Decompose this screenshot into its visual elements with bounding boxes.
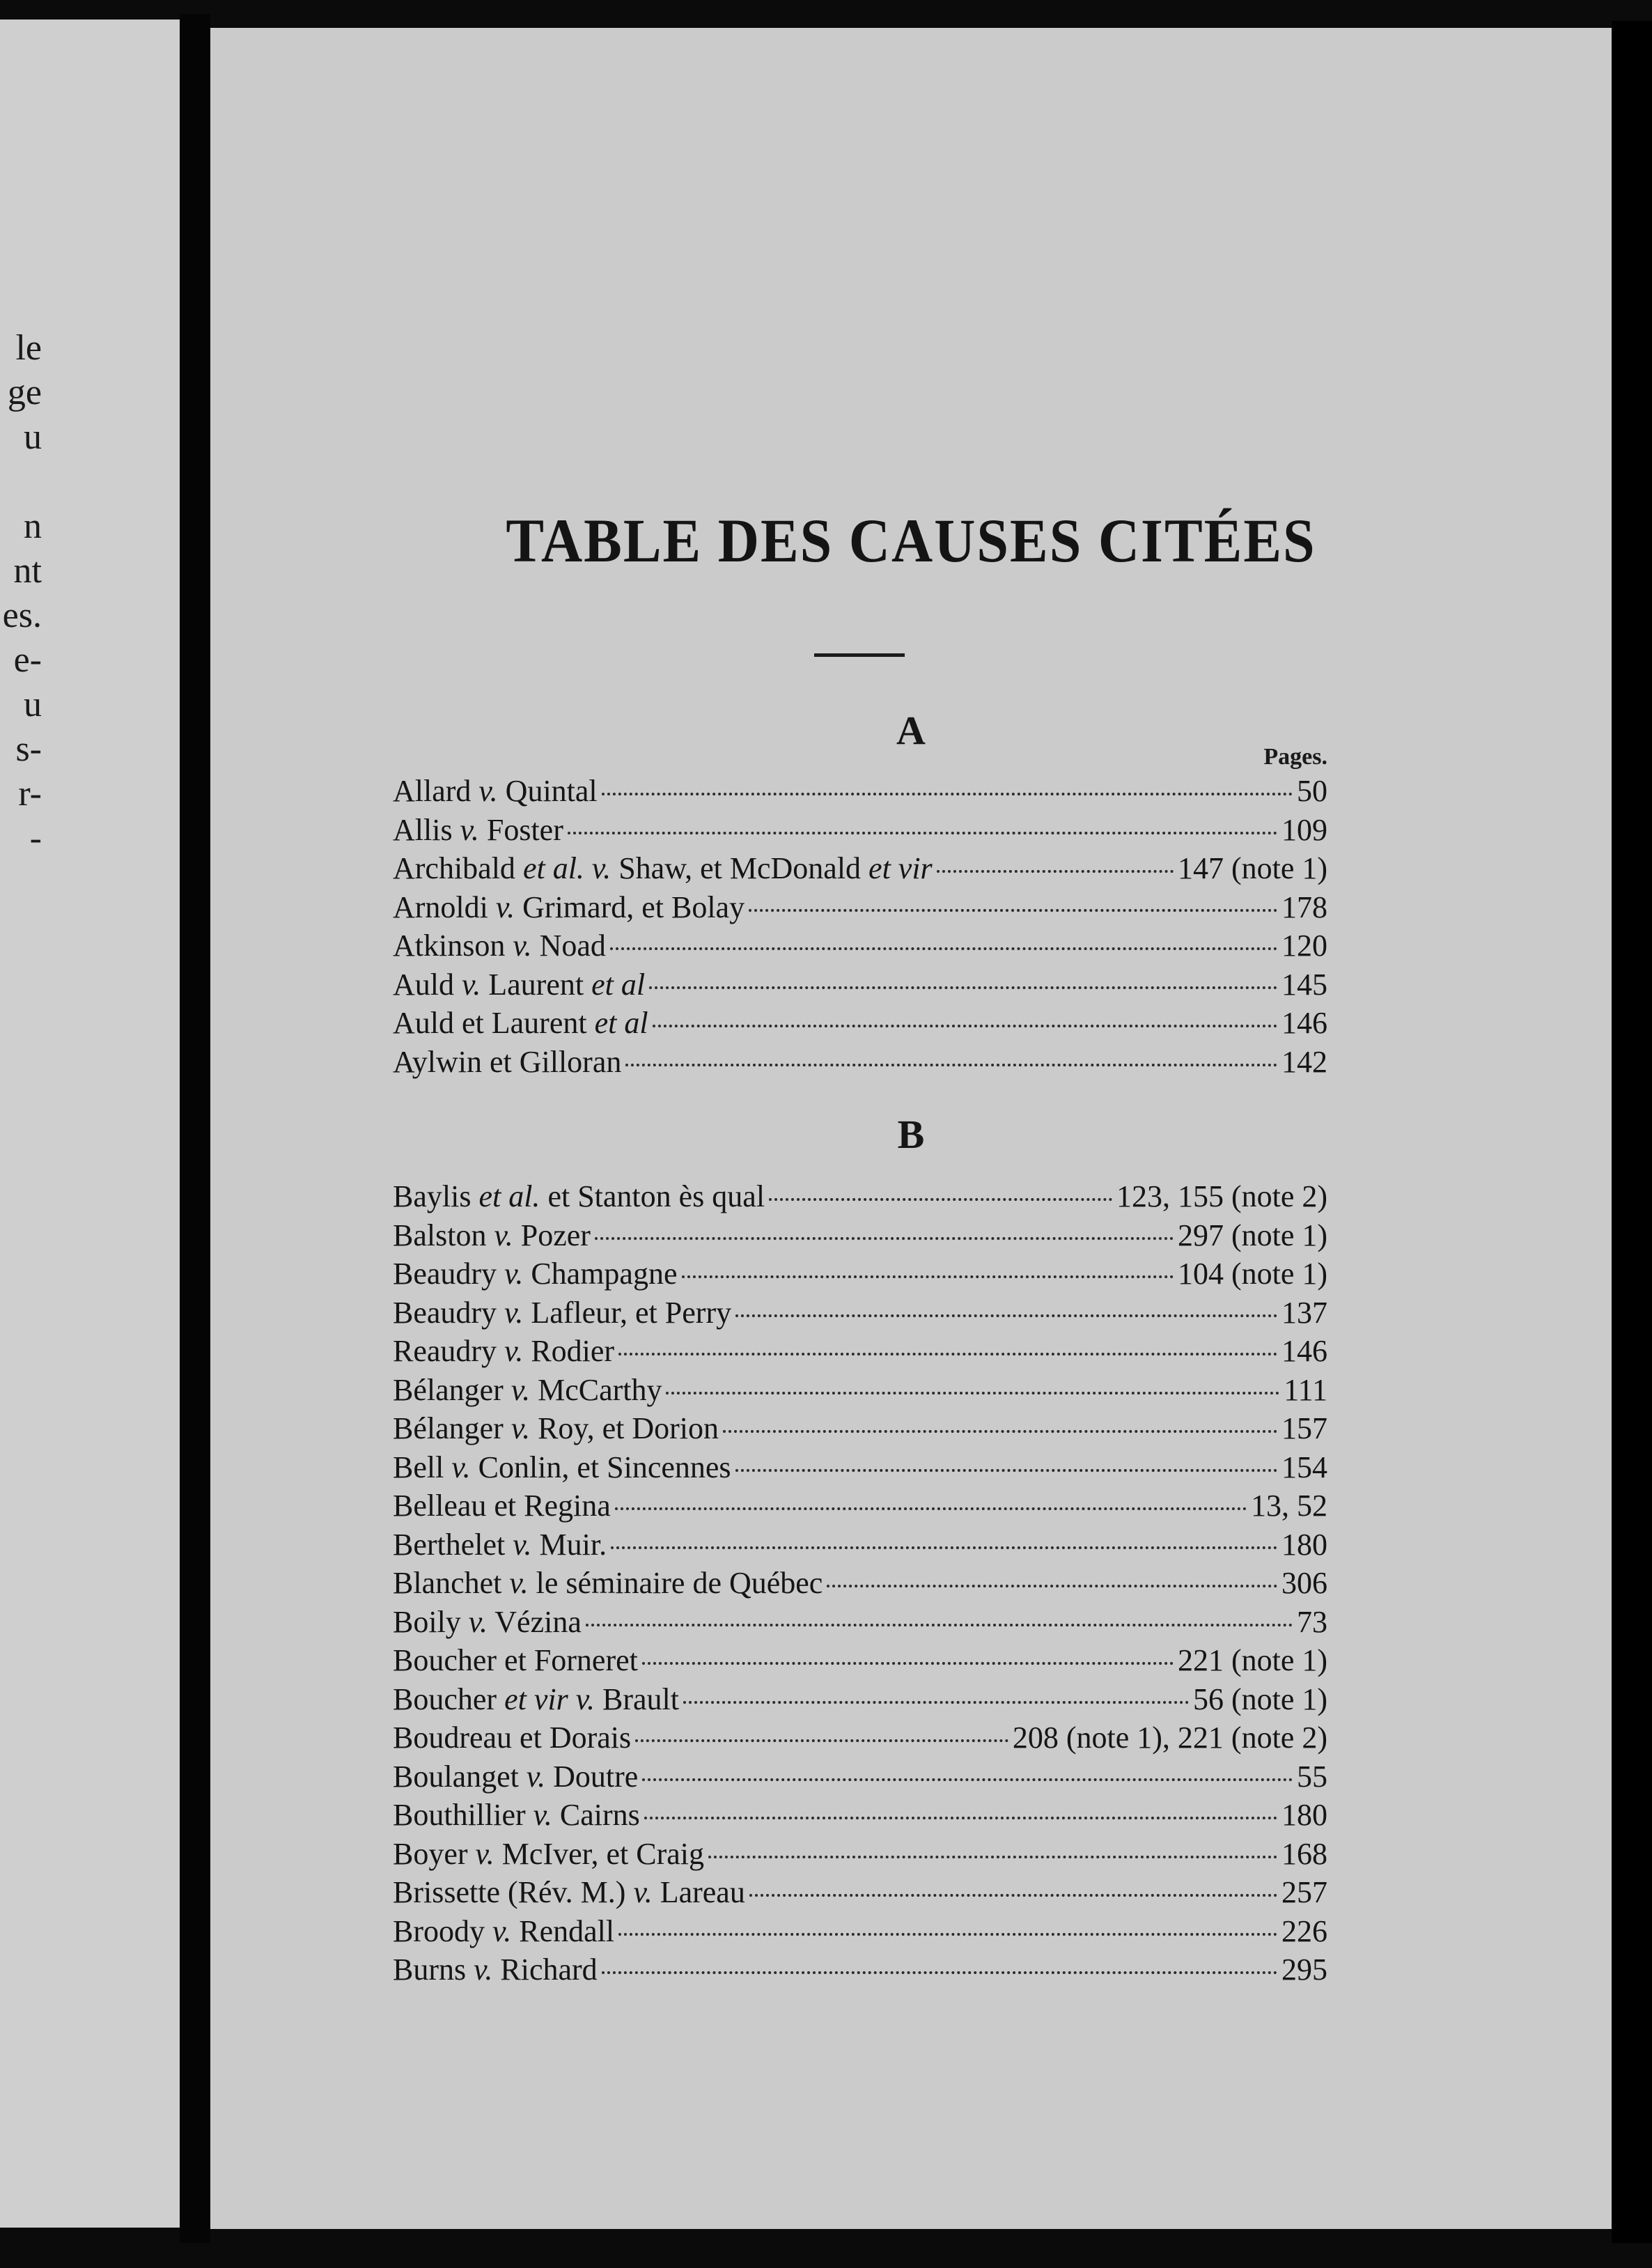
case-entry: [393, 1873, 1327, 1912]
dot-leader: [735, 1469, 1277, 1472]
case-name: Burns v. Richard: [393, 1952, 598, 1987]
page-title: TABLE DES CAUSES CITÉES: [506, 506, 1316, 575]
dot-leader: [769, 1198, 1112, 1201]
page-reference: 157: [1281, 1411, 1327, 1445]
case-entry: [393, 1216, 1327, 1255]
left-page-fragment: -: [29, 818, 42, 858]
case-entry: [393, 1564, 1327, 1603]
page-reference: 154: [1281, 1450, 1327, 1484]
pages-column-header: Pages.: [1263, 744, 1327, 770]
page-reference: 120: [1281, 929, 1327, 963]
page-reference: 137: [1281, 1295, 1327, 1330]
case-name: Broody v. Rendall: [393, 1913, 615, 1948]
dot-leader: [682, 1275, 1174, 1278]
page-reference: 109: [1281, 812, 1327, 847]
page-reference: 168: [1281, 1836, 1327, 1871]
document-page: [210, 28, 1612, 2229]
section-b-entries: [393, 1177, 1327, 1989]
case-name: Boudreau et Dorais: [393, 1721, 632, 1755]
left-page-fragment: n: [24, 506, 42, 546]
case-name: Berthelet v. Muir.: [393, 1527, 607, 1562]
case-entry: [393, 849, 1327, 888]
page-reference: 295: [1281, 1952, 1327, 1987]
left-page-strip: [0, 20, 180, 2228]
page-right-edge: [1612, 21, 1652, 2243]
case-entry: [393, 1680, 1327, 1719]
dot-leader: [586, 1624, 1293, 1626]
dot-leader: [649, 986, 1277, 989]
case-entry: [393, 1912, 1327, 1951]
case-entry: [393, 1757, 1327, 1796]
dot-leader: [618, 1353, 1277, 1356]
case-entry: [393, 1409, 1327, 1448]
page-reference: 208 (note 1), 221 (note 2): [1012, 1721, 1327, 1755]
case-entry: [393, 1835, 1327, 1874]
left-page-text-fragments: [0, 326, 42, 861]
page-reference: 145: [1281, 967, 1327, 1002]
page-reference: 146: [1281, 1006, 1327, 1040]
page-reference: 111: [1284, 1372, 1327, 1407]
dot-leader: [827, 1585, 1277, 1587]
page-reference: 297 (note 1): [1177, 1218, 1327, 1252]
left-page-fragment: u: [24, 685, 42, 724]
page-reference: 104 (note 1): [1177, 1257, 1327, 1291]
left-page-fragment: nt: [13, 551, 42, 591]
page-reference: 221 (note 1): [1177, 1643, 1327, 1677]
dot-leader: [635, 1739, 1008, 1742]
dot-leader: [723, 1430, 1277, 1433]
case-name: Allis v. Foster: [393, 812, 563, 847]
left-page-fragment: ge: [7, 373, 42, 412]
dot-leader: [615, 1507, 1247, 1510]
case-entry: [393, 926, 1327, 965]
section-letter-a: A: [896, 708, 926, 753]
section-a-entries: [393, 772, 1327, 1081]
case-name: Bell v. Conlin, et Sincennes: [393, 1450, 731, 1484]
case-name: Boily v. Vézina: [393, 1604, 582, 1639]
page-reference: 73: [1297, 1604, 1327, 1639]
case-name: Boucher et Forneret: [393, 1643, 638, 1677]
dot-leader: [602, 793, 1293, 795]
case-entry: [393, 1950, 1327, 1989]
case-name: Auld v. Laurent et al: [393, 967, 646, 1002]
case-entry: [393, 1004, 1327, 1043]
dot-leader: [653, 1025, 1277, 1027]
page-reference: 178: [1281, 890, 1327, 924]
title-rule: [814, 653, 905, 657]
left-page-fragment: r-: [18, 774, 42, 814]
left-page-fragment: le: [15, 328, 42, 368]
case-entry: [393, 1525, 1327, 1564]
dot-leader: [595, 1237, 1174, 1240]
case-entry: [393, 1603, 1327, 1642]
page-reference: 146: [1281, 1334, 1327, 1368]
case-entry: [393, 811, 1327, 850]
case-entry: [393, 1177, 1327, 1216]
case-name: Boulanget v. Doutre: [393, 1759, 639, 1794]
dot-leader: [642, 1778, 1293, 1781]
dot-leader: [611, 1546, 1277, 1549]
dot-leader: [602, 1971, 1277, 1974]
case-name: Atkinson v. Noad: [393, 929, 606, 963]
dot-leader: [644, 1817, 1277, 1819]
case-name: Belleau et Regina: [393, 1489, 611, 1523]
page-reference: 147 (note 1): [1177, 851, 1327, 885]
case-name: Auld et Laurent et al: [393, 1006, 648, 1040]
case-entry: [393, 888, 1327, 927]
case-entry: [393, 1796, 1327, 1835]
case-entry: [393, 772, 1327, 811]
case-name: Arnoldi v. Grimard, et Bolay: [393, 890, 745, 924]
case-name: Beaudry v. Champagne: [393, 1257, 678, 1291]
left-page-fragment: es.: [2, 596, 42, 635]
dot-leader: [708, 1856, 1277, 1858]
case-name: Boyer v. McIver, et Craig: [393, 1836, 705, 1871]
case-entry: [393, 1641, 1327, 1680]
case-entry: [393, 1486, 1327, 1525]
case-entry: [393, 1332, 1327, 1371]
page-reference: 306: [1281, 1566, 1327, 1600]
case-name: Beaudry v. Lafleur, et Perry: [393, 1295, 732, 1330]
dot-leader: [625, 1064, 1277, 1066]
book-gutter: [180, 14, 210, 2243]
left-page-fragment: [0, 460, 42, 504]
dot-leader: [610, 947, 1277, 950]
case-entry: [393, 1294, 1327, 1333]
dot-leader: [937, 870, 1174, 873]
case-name: Blanchet v. le séminaire de Québec: [393, 1566, 823, 1600]
page-reference: 50: [1297, 774, 1327, 808]
page-reference: 226: [1281, 1913, 1327, 1948]
case-name: Balston v. Pozer: [393, 1218, 591, 1252]
left-page-fragment: s-: [15, 729, 42, 769]
case-entry: [393, 1371, 1327, 1410]
dot-leader: [749, 909, 1277, 912]
case-name: Aylwin et Gilloran: [393, 1044, 622, 1079]
dot-leader: [666, 1392, 1279, 1395]
section-letter-b: B: [897, 1112, 925, 1157]
dot-leader: [568, 832, 1277, 834]
case-name: Reaudry v. Rodier: [393, 1334, 615, 1368]
case-name: Archibald et al. v. Shaw, et McDonald et vir: [393, 851, 933, 885]
case-entry: [393, 1448, 1327, 1487]
case-entry: [393, 1043, 1327, 1082]
dot-leader: [735, 1314, 1277, 1317]
page-reference: 180: [1281, 1527, 1327, 1562]
page-reference: 142: [1281, 1044, 1327, 1079]
page-reference: 55: [1297, 1759, 1327, 1794]
page-reference: 257: [1281, 1875, 1327, 1909]
dot-leader: [642, 1662, 1174, 1665]
case-name: Allard v. Quintal: [393, 774, 598, 808]
dot-leader: [749, 1894, 1277, 1897]
left-page-fragment: u: [24, 417, 42, 457]
page-reference: 180: [1281, 1798, 1327, 1832]
left-page-fragment: e-: [13, 640, 42, 680]
case-name: Bélanger v. Roy, et Dorion: [393, 1411, 719, 1445]
page-reference: 123, 155 (note 2): [1116, 1179, 1327, 1213]
dot-leader: [683, 1701, 1189, 1704]
case-name: Bélanger v. McCarthy: [393, 1372, 662, 1407]
case-entry: [393, 1255, 1327, 1294]
case-name: Bouthillier v. Cairns: [393, 1798, 640, 1832]
case-name: Brissette (Rév. M.) v. Lareau: [393, 1875, 745, 1909]
case-entry: [393, 965, 1327, 1004]
case-name: Baylis et al. et Stanton ès qual: [393, 1179, 765, 1213]
page-reference: 56 (note 1): [1192, 1681, 1327, 1716]
case-entry: [393, 1718, 1327, 1757]
case-name: Boucher et vir v. Brault: [393, 1681, 679, 1716]
dot-leader: [618, 1933, 1277, 1936]
page-reference: 13, 52: [1251, 1489, 1327, 1523]
